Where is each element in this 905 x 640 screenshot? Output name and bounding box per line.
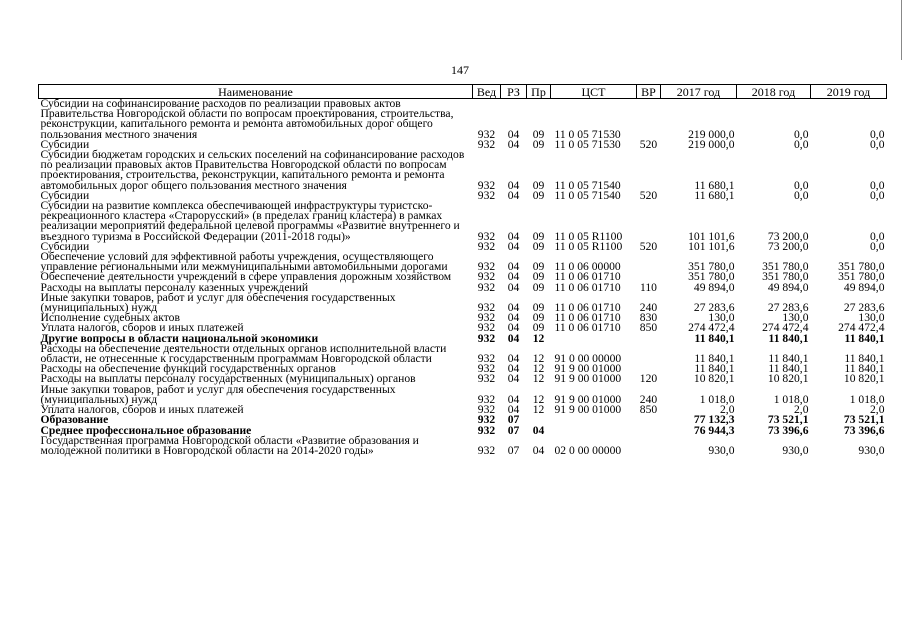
cell-name: Другие вопросы в области национальной экономики <box>40 331 319 345</box>
cell-cst <box>551 334 637 344</box>
cell-y2019: 11 840,1 <box>844 331 885 345</box>
cell-cst: 91 9 00 01000 <box>554 362 622 376</box>
cell-rz: 04 <box>507 331 520 345</box>
cell-cst: 91 9 00 01000 <box>554 372 622 386</box>
cell-name: Субсидии <box>40 239 90 253</box>
cell-rz: 04 <box>507 260 520 274</box>
cell-y2017: 130,0 <box>708 311 735 325</box>
cell-y2019: 351 780,0 <box>838 260 885 274</box>
cell-y2019: 11 840,1 <box>844 362 885 376</box>
cell-vr: 850 <box>639 403 658 417</box>
table-body <box>39 99 887 457</box>
table-row <box>39 293 887 313</box>
cell-name: Субсидии <box>40 188 90 202</box>
cell-y2018: 2,0 <box>794 403 809 417</box>
cell-pr: 09 <box>532 321 545 335</box>
cell-name: Исполнение судебных актов <box>40 311 180 325</box>
cell-cst <box>551 426 637 436</box>
cell-pr: 09 <box>532 229 545 243</box>
table-row <box>39 252 887 272</box>
cell-pr: 09 <box>532 188 545 202</box>
table-row <box>39 201 887 242</box>
cell-y2018: 930,0 <box>782 443 809 457</box>
cell-vr: 850 <box>639 321 658 335</box>
cell-ved: 932 <box>477 137 496 151</box>
cell-name: Субсидии бюджетам городских и сельских поселений на софинансирование расходов по реализации правовых актов Правительства Новгородской области по вопросам проектирования, строительства, реконструкции, капитального ремонта и ремонта автомобильных дорог общего пользования местного значения <box>40 148 465 192</box>
cell-vr: 520 <box>639 137 658 151</box>
table-row <box>39 436 887 456</box>
cell-name: Уплата налогов, сборов и иных платежей <box>40 403 244 417</box>
cell-rz: 04 <box>507 301 520 315</box>
cell-pr: 04 <box>532 423 545 437</box>
cell-y2018: 73 396,6 <box>767 423 809 437</box>
cell-y2019: 1 018,0 <box>849 392 885 406</box>
cell-rz: 07 <box>507 443 520 457</box>
cell-pr: 12 <box>532 392 545 406</box>
header-name: Наименование <box>39 85 473 99</box>
cell-name: Обеспечение деятельности учреждений в сфере управления дорожным хозяйством <box>40 270 452 284</box>
cell-y2017: 1 018,0 <box>699 392 735 406</box>
cell-y2017: 76 944,3 <box>693 423 735 437</box>
cell-vr <box>637 99 661 140</box>
cell-y2017: 274 472,4 <box>688 321 735 335</box>
cell-y2018: 351 780,0 <box>762 260 809 274</box>
cell-y2017: 219 000,0 <box>688 137 735 151</box>
cell-rz: 04 <box>507 321 520 335</box>
page-number: 147 <box>451 63 469 77</box>
cell-y2017: 930,0 <box>708 443 735 457</box>
cell-y2017: 11 840,1 <box>694 352 735 366</box>
cell-rz: 04 <box>507 352 520 366</box>
cell-y2017: 11 680,1 <box>694 178 735 192</box>
cell-y2018: 0,0 <box>794 137 809 151</box>
cell-name: Иные закупки товаров, работ и услуг для обеспечения государственных (муниципальных) нужд <box>40 382 396 406</box>
budget-table <box>38 84 887 456</box>
cell-y2017: 77 132,3 <box>693 413 735 427</box>
cell-rz: 04 <box>507 311 520 325</box>
header-2019: 2019 год <box>811 85 887 99</box>
cell-y2019: 27 283,6 <box>843 301 885 315</box>
cell-vr <box>637 201 661 242</box>
table-row <box>39 344 887 364</box>
cell-vr <box>637 334 661 344</box>
cell-pr: 09 <box>532 178 545 192</box>
cell-y2018: 351 780,0 <box>762 270 809 284</box>
cell-rz: 07 <box>507 423 520 437</box>
cell-pr: 12 <box>532 362 545 376</box>
cell-vr: 520 <box>639 188 658 202</box>
cell-ved: 932 <box>477 423 496 437</box>
cell-vr: 120 <box>639 372 658 386</box>
cell-y2018: 27 283,6 <box>767 301 809 315</box>
cell-rz: 04 <box>507 403 520 417</box>
cell-vr <box>637 344 661 364</box>
cell-y2018: 73 521,1 <box>767 413 809 427</box>
cell-pr: 12 <box>532 372 545 386</box>
cell-vr <box>637 436 661 456</box>
cell-rz: 04 <box>507 392 520 406</box>
cell-y2019: 73 396,6 <box>843 423 885 437</box>
cell-y2019: 0,0 <box>870 137 885 151</box>
cell-y2018: 274 472,4 <box>762 321 809 335</box>
cell-y2018: 11 840,1 <box>768 352 809 366</box>
cell-rz: 04 <box>507 280 520 294</box>
cell-rz: 04 <box>507 178 520 192</box>
cell-name: Субсидии на софинансирование расходов по реализации правовых актов Правительства Новгородской области по вопросам проектирования, строительства, реконструкции, капитального ремонта и ремонта автомобильных дорог общего пользования местного значения <box>40 97 454 141</box>
cell-name: Расходы на выплаты персоналу казенных учреждений <box>40 280 309 294</box>
cell-name: Иные закупки товаров, работ и услуг для обеспечения государственных (муниципальных) нужд <box>40 290 396 315</box>
cell-cst: 11 0 06 00000 <box>554 260 621 274</box>
cell-rz: 04 <box>507 137 520 151</box>
cell-cst: 11 0 06 01710 <box>554 311 621 325</box>
cell-cst: 11 0 05 71530 <box>554 137 621 151</box>
cell-y2019: 0,0 <box>870 127 885 141</box>
cell-ved: 932 <box>477 362 496 376</box>
cell-y2017: 10 820,1 <box>693 372 735 386</box>
cell-ved: 932 <box>477 413 496 427</box>
cell-y2019: 2,0 <box>870 403 885 417</box>
cell-name: Субсидии <box>40 137 90 151</box>
cell-ved: 932 <box>477 321 496 335</box>
cell-cst: 11 0 06 01710 <box>554 321 621 335</box>
cell-ved: 932 <box>477 280 496 294</box>
cell-name: Среднее профессиональное образование <box>40 423 252 437</box>
cell-y2017: 27 283,6 <box>693 301 735 315</box>
cell-rz: 07 <box>507 413 520 427</box>
cell-y2018: 1 018,0 <box>773 392 809 406</box>
cell-vr: 240 <box>639 392 658 406</box>
cell-y2019: 49 894,0 <box>843 280 885 294</box>
cell-name: Расходы на выплаты персоналу государственных (муниципальных) органов <box>40 372 416 386</box>
cell-cst: 91 9 00 01000 <box>554 403 622 417</box>
cell-rz: 04 <box>507 188 520 202</box>
cell-pr: 09 <box>532 137 545 151</box>
header-2018: 2018 год <box>737 85 811 99</box>
cell-cst: 11 0 05 71540 <box>554 178 621 192</box>
cell-cst: 11 0 05 R1100 <box>554 229 623 243</box>
cell-pr: 09 <box>532 260 545 274</box>
cell-vr: 520 <box>639 239 658 253</box>
cell-y2017: 351 780,0 <box>688 270 735 284</box>
cell-ved: 932 <box>477 239 496 253</box>
cell-rz: 04 <box>507 362 520 376</box>
cell-ved: 932 <box>477 331 496 345</box>
header-cst: ЦСТ <box>551 85 637 99</box>
cell-name: Образование <box>40 413 109 427</box>
header-rz: РЗ <box>501 85 527 99</box>
cell-cst: 91 0 00 00000 <box>554 352 622 366</box>
cell-cst: 11 0 06 01710 <box>554 280 621 294</box>
cell-rz: 04 <box>507 239 520 253</box>
cell-y2017: 2,0 <box>720 403 735 417</box>
cell-cst: 11 0 05 71530 <box>554 127 621 141</box>
cell-y2019: 930,0 <box>858 443 885 457</box>
cell-y2018: 10 820,1 <box>767 372 809 386</box>
cell-pr: 09 <box>532 280 545 294</box>
cell-y2017: 11 680,1 <box>694 188 735 202</box>
table-row <box>39 405 887 415</box>
page-edge-line <box>901 0 902 60</box>
cell-ved: 932 <box>477 178 496 192</box>
cell-ved: 932 <box>477 311 496 325</box>
cell-y2018: 11 840,1 <box>768 362 809 376</box>
cell-ved: 932 <box>477 372 496 386</box>
cell-name: Обеспечение условий для эффективной работы учреждения, осуществляющего управление региональными или межмуниципальными автомобильными дорогами <box>40 250 448 274</box>
cell-cst: 11 0 06 01710 <box>554 270 621 284</box>
cell-y2019: 11 840,1 <box>844 352 885 366</box>
cell-y2017: 11 840,1 <box>694 362 735 376</box>
cell-pr: 12 <box>532 331 545 345</box>
cell-y2017: 11 840,1 <box>694 331 735 345</box>
header-ved: Вед <box>473 85 501 99</box>
cell-vr <box>637 150 661 191</box>
cell-pr: 12 <box>532 403 545 417</box>
cell-pr: 12 <box>532 352 545 366</box>
cell-ved: 932 <box>477 270 496 284</box>
cell-pr: 09 <box>532 127 545 141</box>
table-row <box>39 150 887 191</box>
cell-ved: 932 <box>477 301 496 315</box>
cell-y2019: 0,0 <box>870 229 885 243</box>
cell-y2018: 73 200,0 <box>767 229 809 243</box>
header-pr: Пр <box>527 85 551 99</box>
cell-name: Государственная программа Новгородской области «Развитие образования и молодежной политики в Новгородской области на 2014-2020 годы» <box>40 433 419 457</box>
cell-ved: 932 <box>477 127 496 141</box>
cell-cst: 91 9 00 01000 <box>554 392 622 406</box>
cell-y2017: 351 780,0 <box>688 260 735 274</box>
cell-y2018: 0,0 <box>794 188 809 202</box>
cell-y2019: 130,0 <box>858 311 885 325</box>
cell-ved: 932 <box>477 229 496 243</box>
cell-rz: 04 <box>507 127 520 141</box>
cell-y2017: 49 894,0 <box>693 280 735 294</box>
header-2017: 2017 год <box>661 85 737 99</box>
cell-ved: 932 <box>477 352 496 366</box>
cell-rz: 04 <box>507 270 520 284</box>
table-row <box>39 385 887 405</box>
cell-y2019: 73 521,1 <box>843 413 885 427</box>
cell-vr <box>637 415 661 425</box>
cell-ved: 932 <box>477 443 496 457</box>
cell-y2018: 0,0 <box>794 178 809 192</box>
cell-y2019: 10 820,1 <box>843 372 885 386</box>
cell-y2018: 0,0 <box>794 127 809 141</box>
cell-cst <box>551 415 637 425</box>
header-vr: ВР <box>637 85 661 99</box>
table-row <box>39 99 887 140</box>
cell-name: Расходы на обеспечение функций государственных органов <box>40 362 336 376</box>
cell-vr <box>637 426 661 436</box>
cell-cst: 11 0 05 R1100 <box>554 239 623 253</box>
cell-ved: 932 <box>477 403 496 417</box>
cell-pr: 09 <box>532 270 545 284</box>
cell-name: Субсидии на развитие комплекса обеспечивающей инфраструктуры туристско-рекреационного кластера «Старорусский» (в пределах границ кластера) в рамках реализации мероприятий федеральной целевой программы «Развитие внутреннего и въездного туризма в Российской Федерации (2011-2018 годы)» <box>40 199 460 243</box>
cell-y2017: 101 101,6 <box>688 229 735 243</box>
cell-pr: 09 <box>532 311 545 325</box>
cell-cst: 11 0 06 01710 <box>554 301 621 315</box>
cell-pr: 09 <box>532 239 545 253</box>
cell-rz: 04 <box>507 229 520 243</box>
cell-ved: 932 <box>477 260 496 274</box>
cell-ved: 932 <box>477 188 496 202</box>
cell-vr: 110 <box>640 280 657 294</box>
cell-y2019: 0,0 <box>870 239 885 253</box>
cell-y2019: 351 780,0 <box>838 270 885 284</box>
cell-vr <box>637 252 661 272</box>
cell-vr: 830 <box>639 311 658 325</box>
cell-y2018: 73 200,0 <box>767 239 809 253</box>
cell-ved: 932 <box>477 392 496 406</box>
cell-cst: 11 0 05 71540 <box>554 188 621 202</box>
cell-y2019: 0,0 <box>870 178 885 192</box>
cell-y2019: 0,0 <box>870 188 885 202</box>
cell-y2018: 11 840,1 <box>768 331 809 345</box>
cell-name: Уплата налогов, сборов и иных платежей <box>40 321 244 335</box>
cell-y2018: 130,0 <box>782 311 809 325</box>
cell-name: Расходы на обеспечение деятельности отдельных органов исполнительной власти области, не отнесенные к государственным программам Новгородской области <box>40 341 447 366</box>
cell-cst: 02 0 00 00000 <box>554 443 622 457</box>
cell-y2018: 49 894,0 <box>767 280 809 294</box>
cell-y2017: 101 101,6 <box>688 239 735 253</box>
cell-y2019: 274 472,4 <box>838 321 885 335</box>
cell-pr: 04 <box>532 443 545 457</box>
cell-rz: 04 <box>507 372 520 386</box>
cell-pr: 09 <box>532 301 545 315</box>
cell-vr: 240 <box>639 301 658 315</box>
cell-y2017: 219 000,0 <box>688 127 735 141</box>
